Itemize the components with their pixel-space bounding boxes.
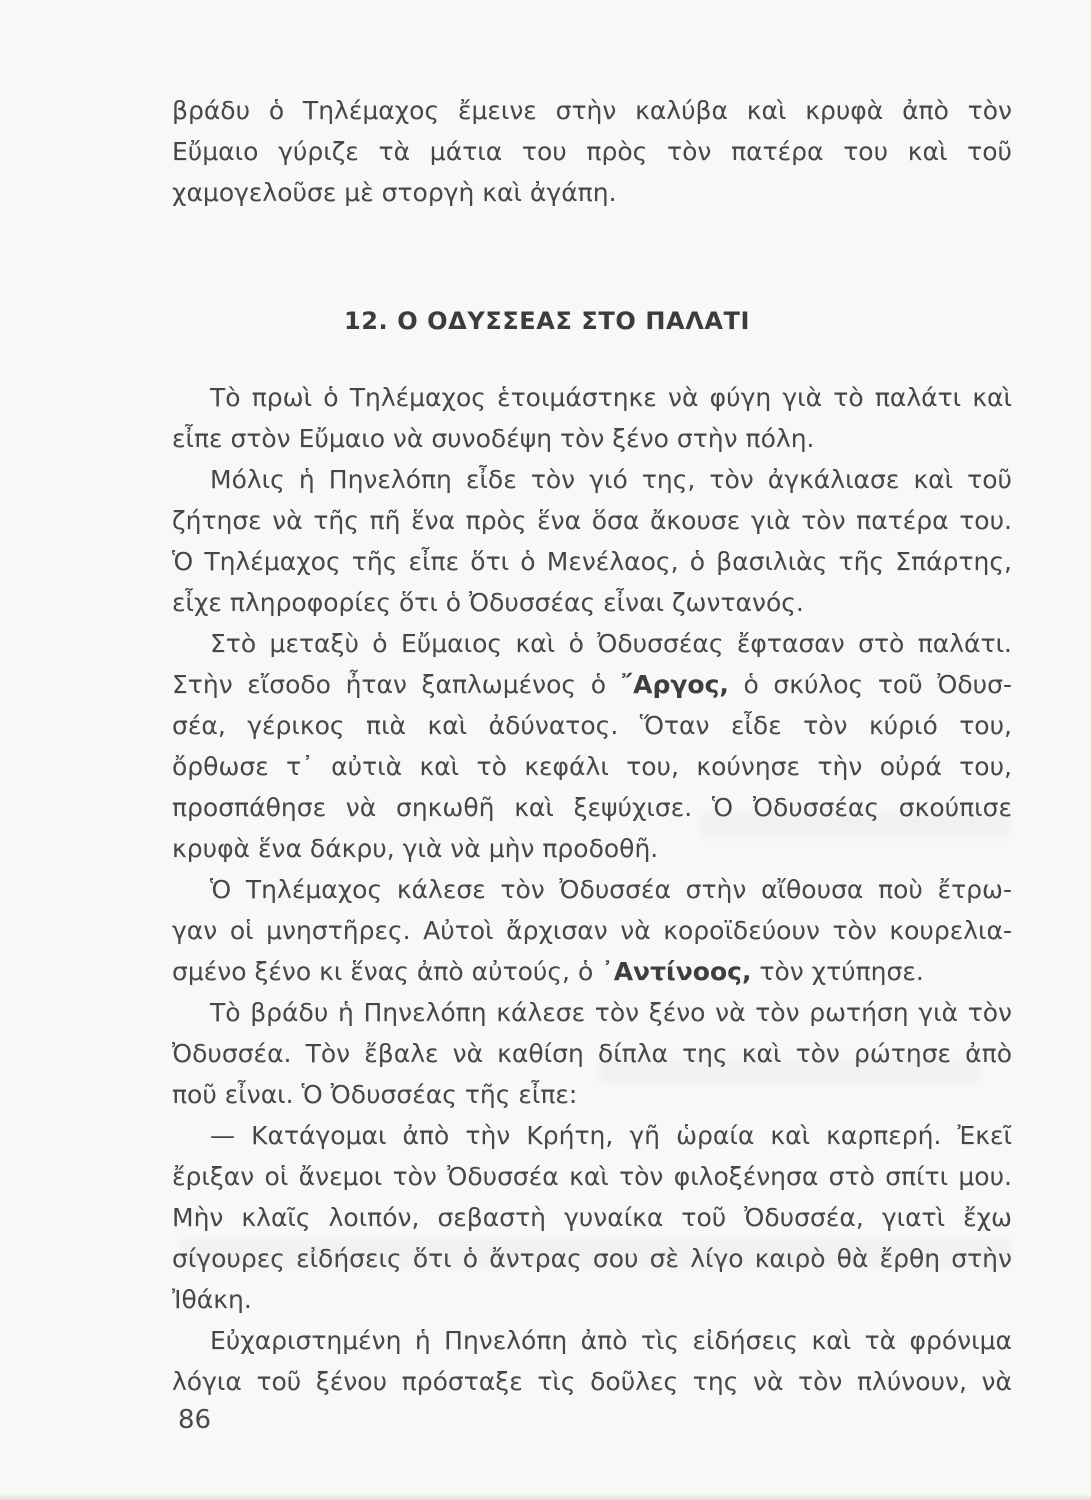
text-line [172, 459, 1012, 500]
text-line [172, 377, 1012, 418]
text-line [172, 1074, 1012, 1115]
text-line [172, 1279, 1012, 1320]
text-segment: Μόλις ἡ Πηνελόπη εἶδε τὸν γιό της, τὸν ἀγκάλιασε καὶ τοῦ [210, 465, 1012, 494]
text-segment: ἔριξαν οἱ ἄνεμοι τὸν Ὀδυσσέα καὶ τὸν φιλοξένησα στὸ σπίτι μου. [172, 1162, 1012, 1191]
text-segment: Εὐχαριστημένη ἡ Πηνελόπη ἀπὸ τὶς εἰδήσεις καὶ τὰ φρόνιμα [210, 1326, 1012, 1355]
text-line [172, 172, 1012, 213]
text-line [172, 500, 1012, 541]
paragraph [172, 992, 1012, 1115]
paragraph [172, 90, 1012, 213]
text-line [172, 705, 1012, 746]
text-line [172, 1320, 1012, 1361]
text-segment: κρυφὰ ἕνα δάκρυ, γιὰ νὰ μὴν προδοθῆ. [172, 834, 659, 863]
text-line [172, 131, 1012, 172]
text-segment: Τὸ βράδυ ἡ Πηνελόπη κάλεσε τὸν ξένο νὰ τὸν ρωτήση γιὰ τὸν [210, 998, 1012, 1027]
text-line [172, 1115, 1012, 1156]
text-segment: Μὴν κλαῖς λοιπόν, σεβαστὴ γυναίκα τοῦ Ὀδυσσέα, γιατὶ ἔχω [172, 1203, 1012, 1232]
text-line [172, 828, 1012, 869]
text-line [172, 869, 1012, 910]
paragraph [172, 623, 1012, 869]
text-line [172, 418, 1012, 459]
bold-term: ῎Αργος, [620, 670, 729, 699]
text-segment: Ἰθάκη. [172, 1285, 252, 1314]
paragraph-continuation [172, 90, 1012, 213]
text-line [172, 1361, 1012, 1402]
text-line [172, 1238, 1012, 1279]
text-line [172, 1156, 1012, 1197]
paragraph [172, 377, 1012, 459]
text-segment: εἶπε στὸν Εὔμαιο νὰ συνοδέψη τὸν ξένο στὴν πόλη. [172, 424, 815, 453]
text-segment: Ὁ Τηλέμαχος τῆς εἶπε ὅτι ὁ Μενέλαος, ὁ βασιλιὰς τῆς Σπάρτης, [172, 547, 1012, 576]
text-line [172, 746, 1012, 787]
paragraph [172, 459, 1012, 623]
text-segment: λόγια τοῦ ξένου πρόσταξε τὶς δοῦλες της νὰ τὸν πλύνουν, νὰ [172, 1367, 1012, 1396]
text-line [172, 787, 1012, 828]
text-segment: σέα, γέρικος πιὰ καὶ ἀδύνατος. Ὅταν εἶδε τὸν κύριό του, [172, 711, 1012, 740]
text-segment: ὄρθωσε τ᾿ αὐτιὰ καὶ τὸ κεφάλι του, κούνησε τὴν οὐρά του, [172, 752, 1012, 781]
text-segment: Στὴν εἴσοδο ἦταν ξαπλωμένος ὁ [172, 670, 621, 699]
text-line [172, 910, 1012, 951]
chapter-body [172, 377, 1012, 1402]
text-line [172, 541, 1012, 582]
chapter-heading: 12. Ο ΟΔΥΣΣΕΑΣ ΣΤΟ ΠΑΛΑΤΙ [343, 307, 751, 335]
text-segment: τὸν χτύπησε. [751, 957, 924, 986]
text-segment: προσπάθησε νὰ σηκωθῆ καὶ ξεψύχισε. Ὁ Ὀδυσσέας σκούπισε [172, 793, 1012, 822]
text-segment: βράδυ ὁ Τηλέμαχος ἔμεινε στὴν καλύβα καὶ κρυφὰ ἀπὸ τὸν [172, 96, 1012, 125]
text-segment: χαμογελοῦσε μὲ στοργὴ καὶ ἀγάπη. [172, 178, 617, 207]
paragraph [172, 869, 1012, 992]
text-line [172, 992, 1012, 1033]
text-line [172, 1033, 1012, 1074]
text-column [172, 0, 1012, 1402]
page-number: 86 [178, 1405, 212, 1435]
text-segment: γαν οἱ μνηστῆρες. Αὐτοὶ ἄρχισαν νὰ κοροϊδεύουν τὸν κουρελια- [172, 916, 1012, 945]
text-segment: Ὀδυσσέα. Τὸν ἔβαλε νὰ καθίση δίπλα της καὶ τὸν ρώτησε ἀπὸ [172, 1039, 1012, 1068]
text-segment: ὁ σκύλος τοῦ Ὀδυσ- [728, 670, 1012, 699]
text-segment: Τὸ πρωὶ ὁ Τηλέμαχος ἑτοιμάστηκε νὰ φύγη γιὰ τὸ παλάτι καὶ [210, 383, 1012, 412]
text-segment: Στὸ μεταξὺ ὁ Εὔμαιος καὶ ὁ Ὀδυσσέας ἔφτασαν στὸ παλάτι. [210, 629, 1012, 658]
text-line [172, 1197, 1012, 1238]
text-segment: — Κατάγομαι ἀπὸ τὴν Κρήτη, γῆ ὡραία καὶ καρπερή. Ἐκεῖ [210, 1121, 1012, 1150]
text-line [172, 951, 1012, 992]
text-line [172, 623, 1012, 664]
text-line [172, 90, 1012, 131]
bold-term: ᾿Αντίνοος, [601, 957, 752, 986]
text-segment: ποῦ εἶναι. Ὁ Ὀδυσσέας τῆς εἶπε: [172, 1080, 578, 1109]
text-segment: Εὔμαιο γύριζε τὰ μάτια του πρὸς τὸν πατέρα του καὶ τοῦ [172, 137, 1012, 166]
text-segment: εἶχε πληροφορίες ὅτι ὁ Ὀδυσσέας εἶναι ζωντανός. [172, 588, 804, 617]
paragraph [172, 1320, 1012, 1402]
text-segment: σμένο ξένο κι ἕνας ἀπὸ αὐτούς, ὁ [172, 957, 602, 986]
text-segment: ζήτησε νὰ τῆς πῆ ἕνα πρὸς ἕνα ὅσα ἄκουσε γιὰ τὸν πατέρα του. [172, 506, 1012, 535]
text-line [172, 664, 1012, 705]
paragraph [172, 1115, 1012, 1320]
text-segment: σίγουρες εἰδήσεις ὅτι ὁ ἄντρας σου σὲ λίγο καιρὸ θὰ ἔρθη στὴν [172, 1244, 1012, 1273]
text-segment: Ὁ Τηλέμαχος κάλεσε τὸν Ὀδυσσέα στὴν αἴθουσα ποὺ ἔτρω- [210, 875, 1012, 904]
text-line [172, 582, 1012, 623]
